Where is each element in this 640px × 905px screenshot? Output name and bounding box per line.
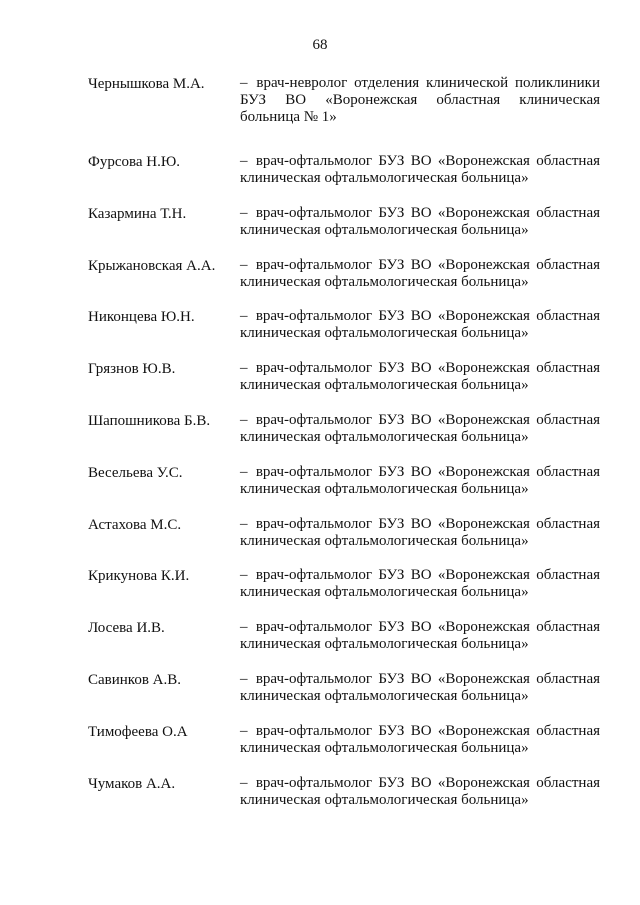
staff-description	[240, 205, 600, 239]
staff-entry	[0, 305, 640, 357]
staff-entry	[0, 254, 640, 306]
staff-description	[240, 257, 600, 291]
staff-description	[240, 671, 600, 705]
staff-entry	[0, 72, 640, 150]
staff-description-text: врач-офтальмолог БУЗ ВО «Воронежская областная клиническая офтальмологическая больница»	[240, 722, 600, 756]
staff-description-text: врач-офтальмолог БУЗ ВО «Воронежская областная клиническая офтальмологическая больница»	[240, 463, 600, 497]
staff-name: Тимофеева О.А	[88, 723, 188, 740]
staff-entry	[0, 357, 640, 409]
staff-entry	[0, 150, 640, 202]
staff-entry	[0, 461, 640, 513]
staff-description	[240, 412, 600, 446]
staff-description	[240, 464, 600, 498]
staff-description-text: врач-офтальмолог БУЗ ВО «Воронежская областная клиническая офтальмологическая больница»	[240, 670, 600, 704]
dash: –	[240, 75, 248, 91]
staff-description-text: врач-офтальмолог БУЗ ВО «Воронежская областная клиническая офтальмологическая больница»	[240, 411, 600, 445]
staff-description-text: врач-офтальмолог БУЗ ВО «Воронежская областная клиническая офтальмологическая больница»	[240, 153, 600, 186]
dash: –	[240, 774, 248, 791]
staff-name: Весельева У.С.	[88, 464, 183, 481]
staff-name: Чумаков А.А.	[88, 775, 176, 792]
dash: –	[240, 256, 248, 273]
dash: –	[240, 153, 248, 169]
dash: –	[240, 515, 248, 532]
staff-description	[240, 75, 600, 126]
page-number: 68	[312, 37, 328, 53]
staff-name: Фурсова Н.Ю.	[88, 154, 181, 170]
staff-description-text: врач-офтальмолог БУЗ ВО «Воронежская областная клиническая офтальмологическая больница»	[240, 619, 600, 653]
staff-name: Крикунова К.И.	[88, 568, 190, 585]
staff-description-text: врач-невролог отделения клинической поликлиники БУЗ ВО «Воронежская областная клиническая больница № 1»	[240, 75, 600, 125]
dash: –	[240, 308, 248, 325]
staff-description-text: врач-офтальмолог БУЗ ВО «Воронежская областная клиническая офтальмологическая больница»	[240, 774, 600, 808]
staff-name: Крыжановская А.А.	[88, 257, 216, 274]
staff-entry	[0, 720, 640, 772]
staff-description-text: врач-офтальмолог БУЗ ВО «Воронежская областная клиническая офтальмологическая больница»	[240, 360, 600, 394]
dash: –	[240, 619, 248, 636]
dash: –	[240, 463, 248, 480]
staff-description	[240, 723, 600, 757]
staff-name: Лосева И.В.	[88, 620, 165, 637]
dash: –	[240, 567, 248, 584]
dash: –	[240, 360, 248, 377]
staff-description	[240, 360, 600, 394]
staff-entry	[0, 202, 640, 254]
staff-description-text: врач-офтальмолог БУЗ ВО «Воронежская областная клиническая офтальмологическая больница»	[240, 515, 600, 549]
staff-description	[240, 567, 600, 601]
staff-name: Савинков А.В.	[88, 671, 181, 688]
staff-description-text: врач-офтальмолог БУЗ ВО «Воронежская областная клиническая офтальмологическая больница»	[240, 308, 600, 342]
staff-entry	[0, 772, 640, 824]
dash: –	[240, 411, 248, 428]
staff-entry	[0, 616, 640, 668]
staff-description	[240, 619, 600, 653]
staff-entry	[0, 513, 640, 565]
dash: –	[240, 670, 248, 687]
staff-name: Астахова М.С.	[88, 516, 182, 533]
staff-list	[0, 72, 640, 823]
staff-description-text: врач-офтальмолог БУЗ ВО «Воронежская областная клиническая офтальмологическая больница»	[240, 567, 600, 601]
staff-name: Чернышкова М.А.	[88, 76, 205, 92]
staff-description	[240, 775, 600, 809]
staff-description	[240, 516, 600, 550]
dash: –	[240, 204, 248, 221]
staff-entry	[0, 564, 640, 616]
staff-description	[240, 308, 600, 342]
staff-name: Шапошникова Б.В.	[88, 412, 211, 429]
staff-name: Казармина Т.Н.	[88, 205, 187, 222]
staff-description-text: врач-офтальмолог БУЗ ВО «Воронежская областная клиническая офтальмологическая больница»	[240, 256, 600, 290]
staff-description	[240, 153, 600, 187]
staff-name: Никонцева Ю.Н.	[88, 309, 195, 326]
staff-entry	[0, 668, 640, 720]
staff-description-text: врач-офтальмолог БУЗ ВО «Воронежская областная клиническая офтальмологическая больница»	[240, 204, 600, 238]
dash: –	[240, 722, 248, 739]
staff-entry	[0, 409, 640, 461]
staff-name: Грязнов Ю.В.	[88, 361, 176, 378]
